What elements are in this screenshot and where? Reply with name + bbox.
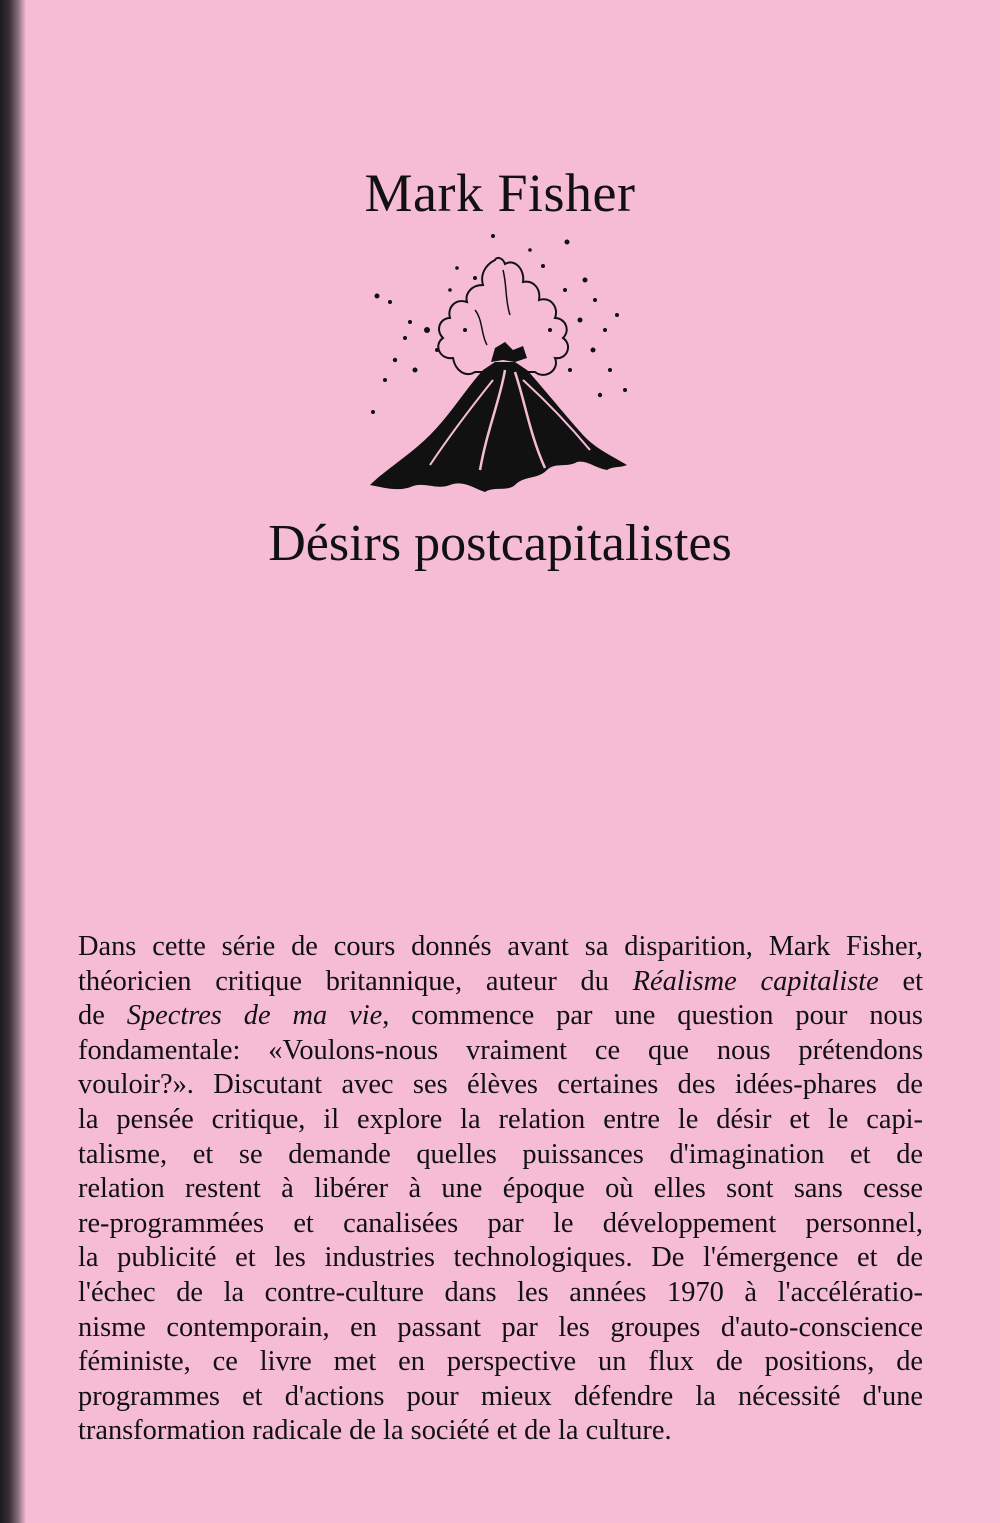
text-line: la pensée critique, il explore la relation entre le désir et le capi- bbox=[78, 1103, 923, 1135]
text-line: transformation radicale de la société et de la culture. bbox=[78, 1415, 672, 1447]
text-line: nisme contemporain, en passant par les groupes d'auto-conscience bbox=[78, 1311, 923, 1343]
back-cover-text bbox=[78, 930, 923, 1449]
text-line: de Spectres de ma vie, commence par une question pour nous bbox=[78, 1000, 923, 1032]
book-reference: Spectres de ma vie bbox=[126, 1000, 383, 1032]
text-line: la publicité et les industries technologiques. De l'émergence et de bbox=[78, 1242, 923, 1274]
volcano-icon bbox=[355, 230, 645, 500]
book-reference: Réalisme capitaliste bbox=[632, 965, 879, 997]
author-name: Mark Fisher bbox=[364, 163, 636, 223]
text-line: Dans cette série de cours donnés avant sa disparition, Mark Fisher, bbox=[78, 931, 923, 962]
spine-shadow bbox=[0, 0, 26, 1523]
text-line: féministe, ce livre met en perspective un flux de positions, de bbox=[78, 1346, 923, 1378]
text-line: relation restent à libérer à une époque où elles sont sans cesse bbox=[78, 1173, 923, 1205]
text-line: théoricien critique britannique, auteur du Réalisme capitaliste et bbox=[78, 965, 923, 997]
text-line: talisme, et se demande quelles puissances d'imagination et de bbox=[78, 1138, 923, 1170]
book-title: Désirs postcapitalistes bbox=[268, 515, 732, 572]
text-line: vouloir?». Discutant avec ses élèves certaines des idées-phares de bbox=[78, 1069, 923, 1101]
text-line: re-programmées et canalisées par le développement personnel, bbox=[78, 1207, 923, 1239]
text-line: programmes et d'actions pour mieux défendre la nécessité d'une bbox=[78, 1380, 923, 1412]
text-line: fondamentale: «Voulons-nous vraiment ce que nous prétendons bbox=[78, 1034, 923, 1066]
text-line: l'échec de la contre-culture dans les années 1970 à l'accélératio- bbox=[78, 1276, 923, 1308]
